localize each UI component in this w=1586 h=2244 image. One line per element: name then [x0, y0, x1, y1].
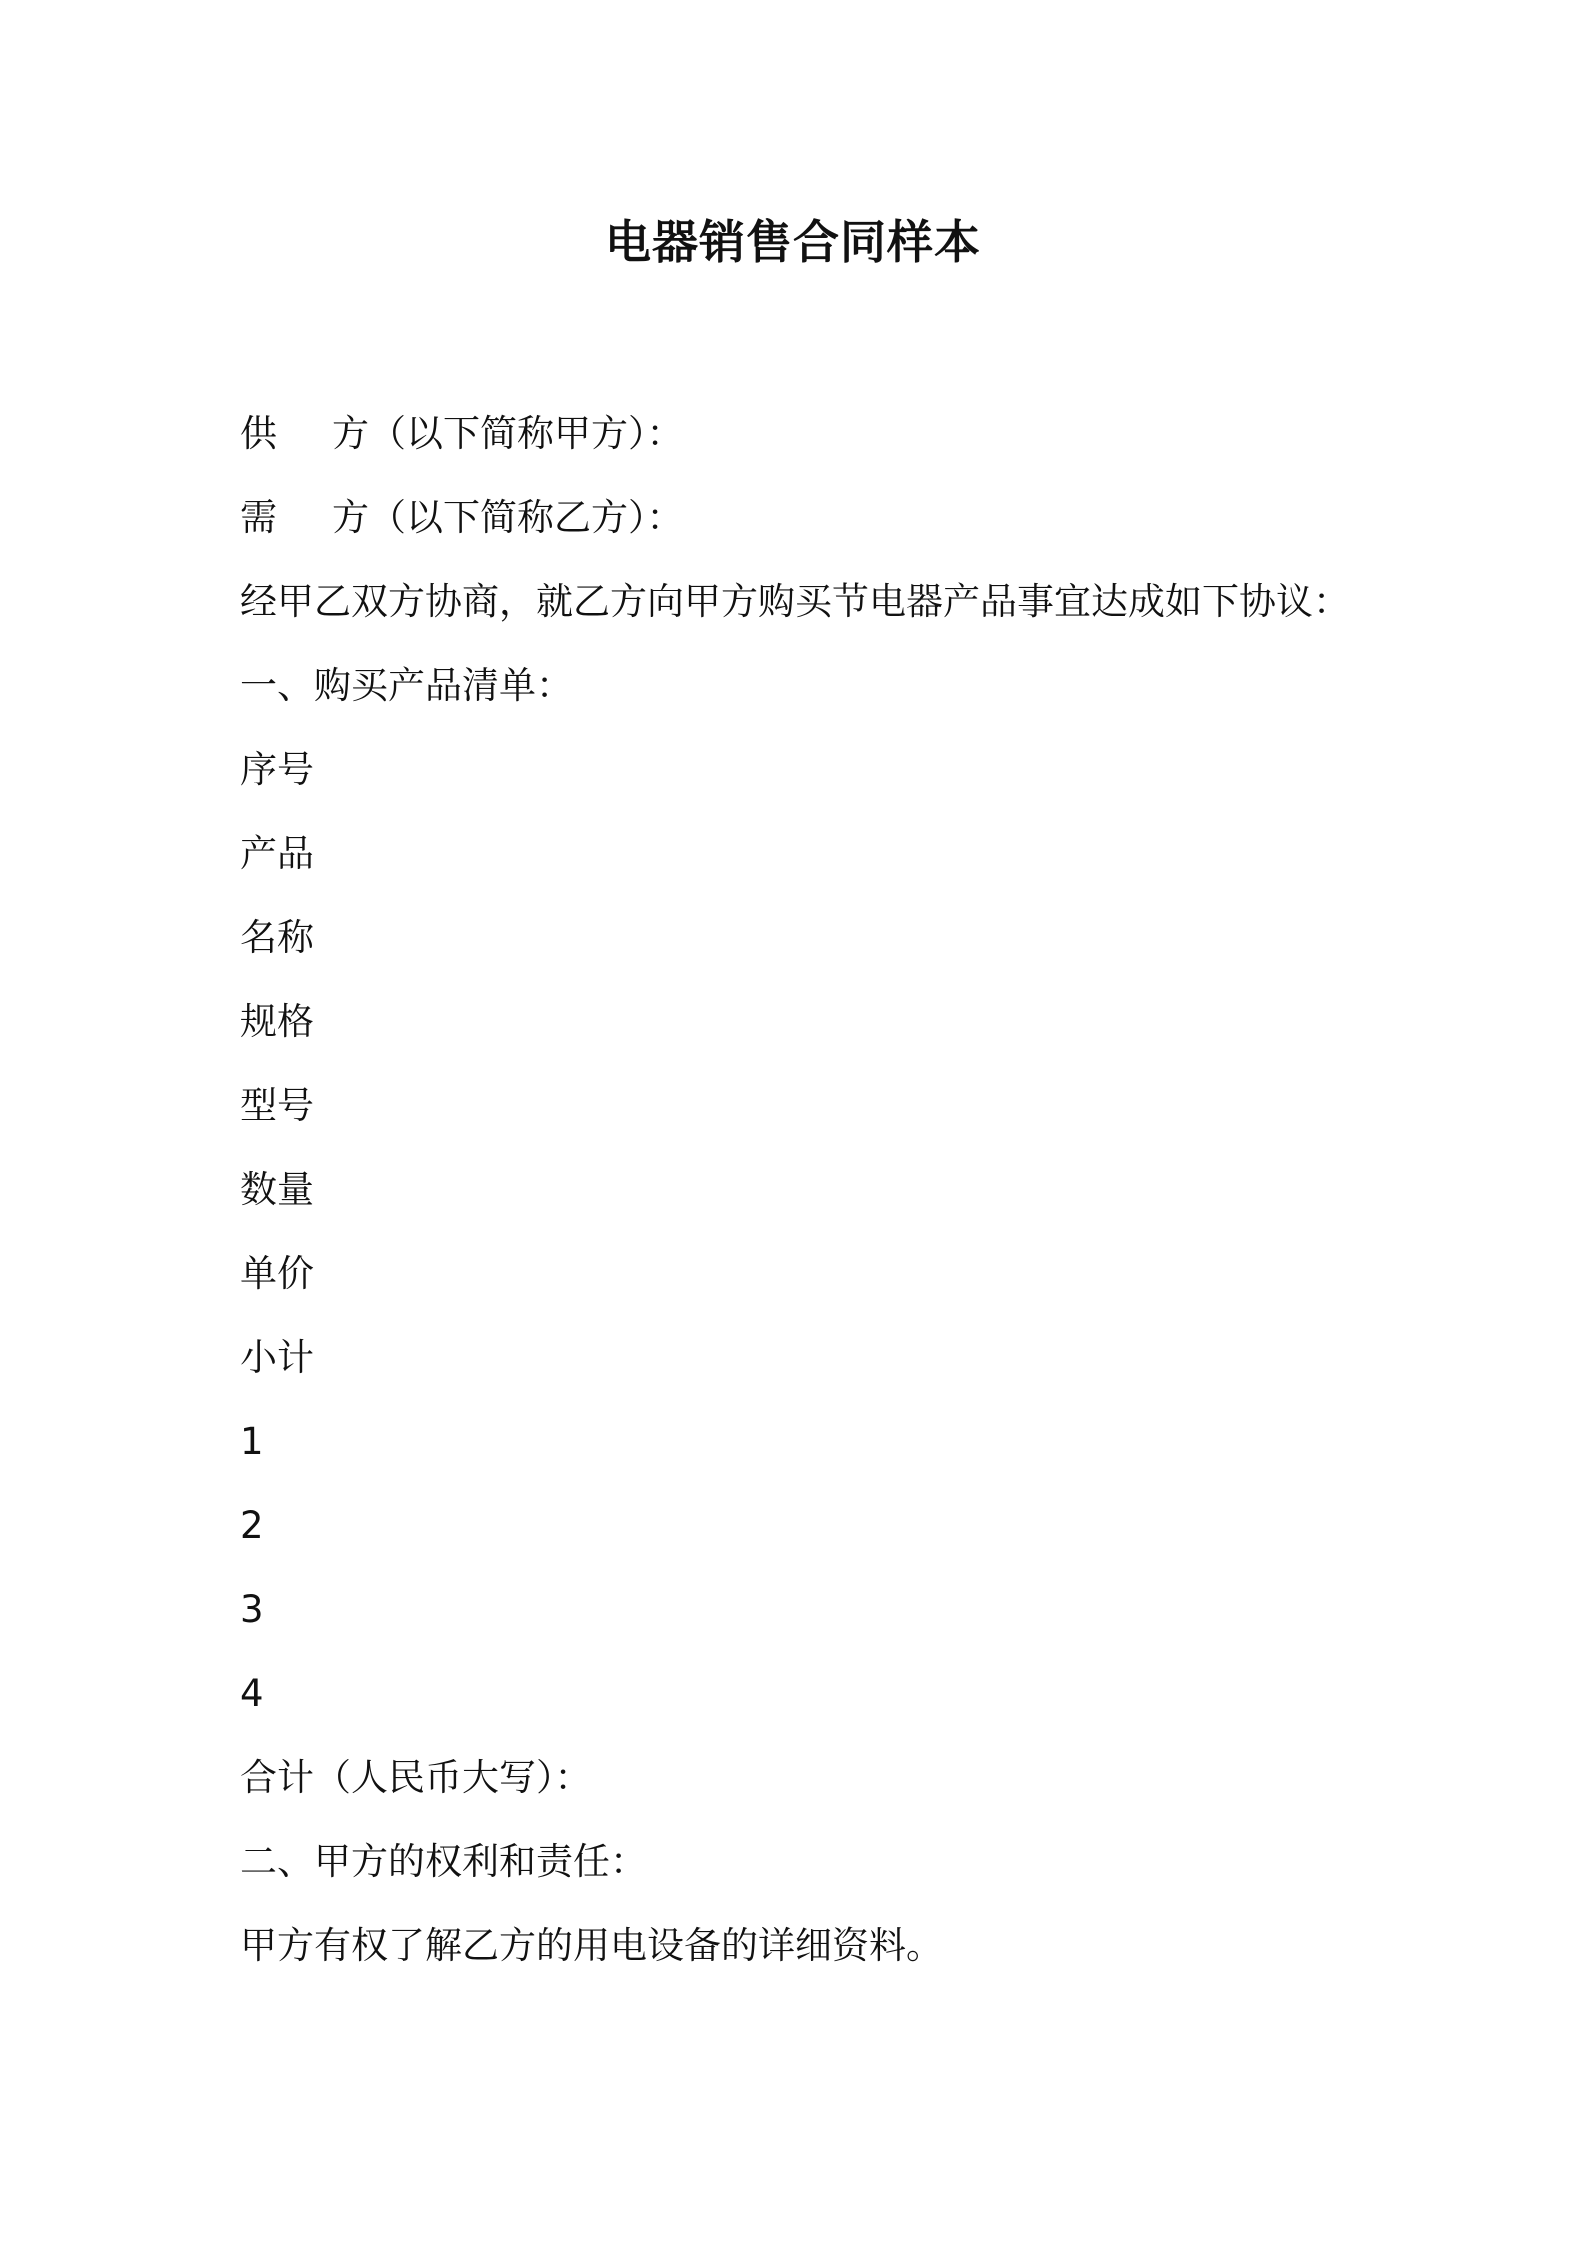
supplier-label-char: 供 [240, 412, 277, 455]
product-list-item: 规格 [240, 1000, 314, 1043]
product-list-item: 1 [240, 1420, 264, 1463]
section1-heading: 一、购买产品清单： [240, 664, 573, 707]
document-title: 电器销售合同样本 [605, 215, 981, 269]
total-line: 合计（人民币大写）： [240, 1756, 592, 1799]
product-list-item: 2 [240, 1504, 264, 1547]
product-list-item: 型号 [240, 1084, 314, 1127]
product-list-item: 3 [240, 1588, 264, 1631]
product-list-item: 产品 [240, 832, 314, 875]
product-list-item: 单价 [240, 1252, 314, 1295]
supplier-label-rest: 方（以下简称甲方）： [332, 412, 684, 455]
supplier-line [240, 406, 1440, 490]
buyer-line [240, 490, 1440, 574]
product-list-item: 4 [240, 1672, 264, 1715]
preamble-text: 经甲乙双方协商，就乙方向甲方购买节电器产品事宜达成如下协议： [240, 580, 1350, 623]
section2-heading: 二、甲方的权利和责任： [240, 1840, 647, 1883]
product-list-item: 数量 [240, 1168, 314, 1211]
document-body [240, 406, 1440, 2002]
buyer-label-rest: 方（以下简称乙方）： [332, 496, 684, 539]
product-list-item: 名称 [240, 916, 314, 959]
section2-item: 甲方有权了解乙方的用电设备的详细资料。 [240, 1924, 943, 1967]
product-list-item: 小计 [240, 1336, 314, 1379]
buyer-label-char: 需 [240, 496, 277, 539]
product-list-item: 序号 [240, 748, 314, 791]
